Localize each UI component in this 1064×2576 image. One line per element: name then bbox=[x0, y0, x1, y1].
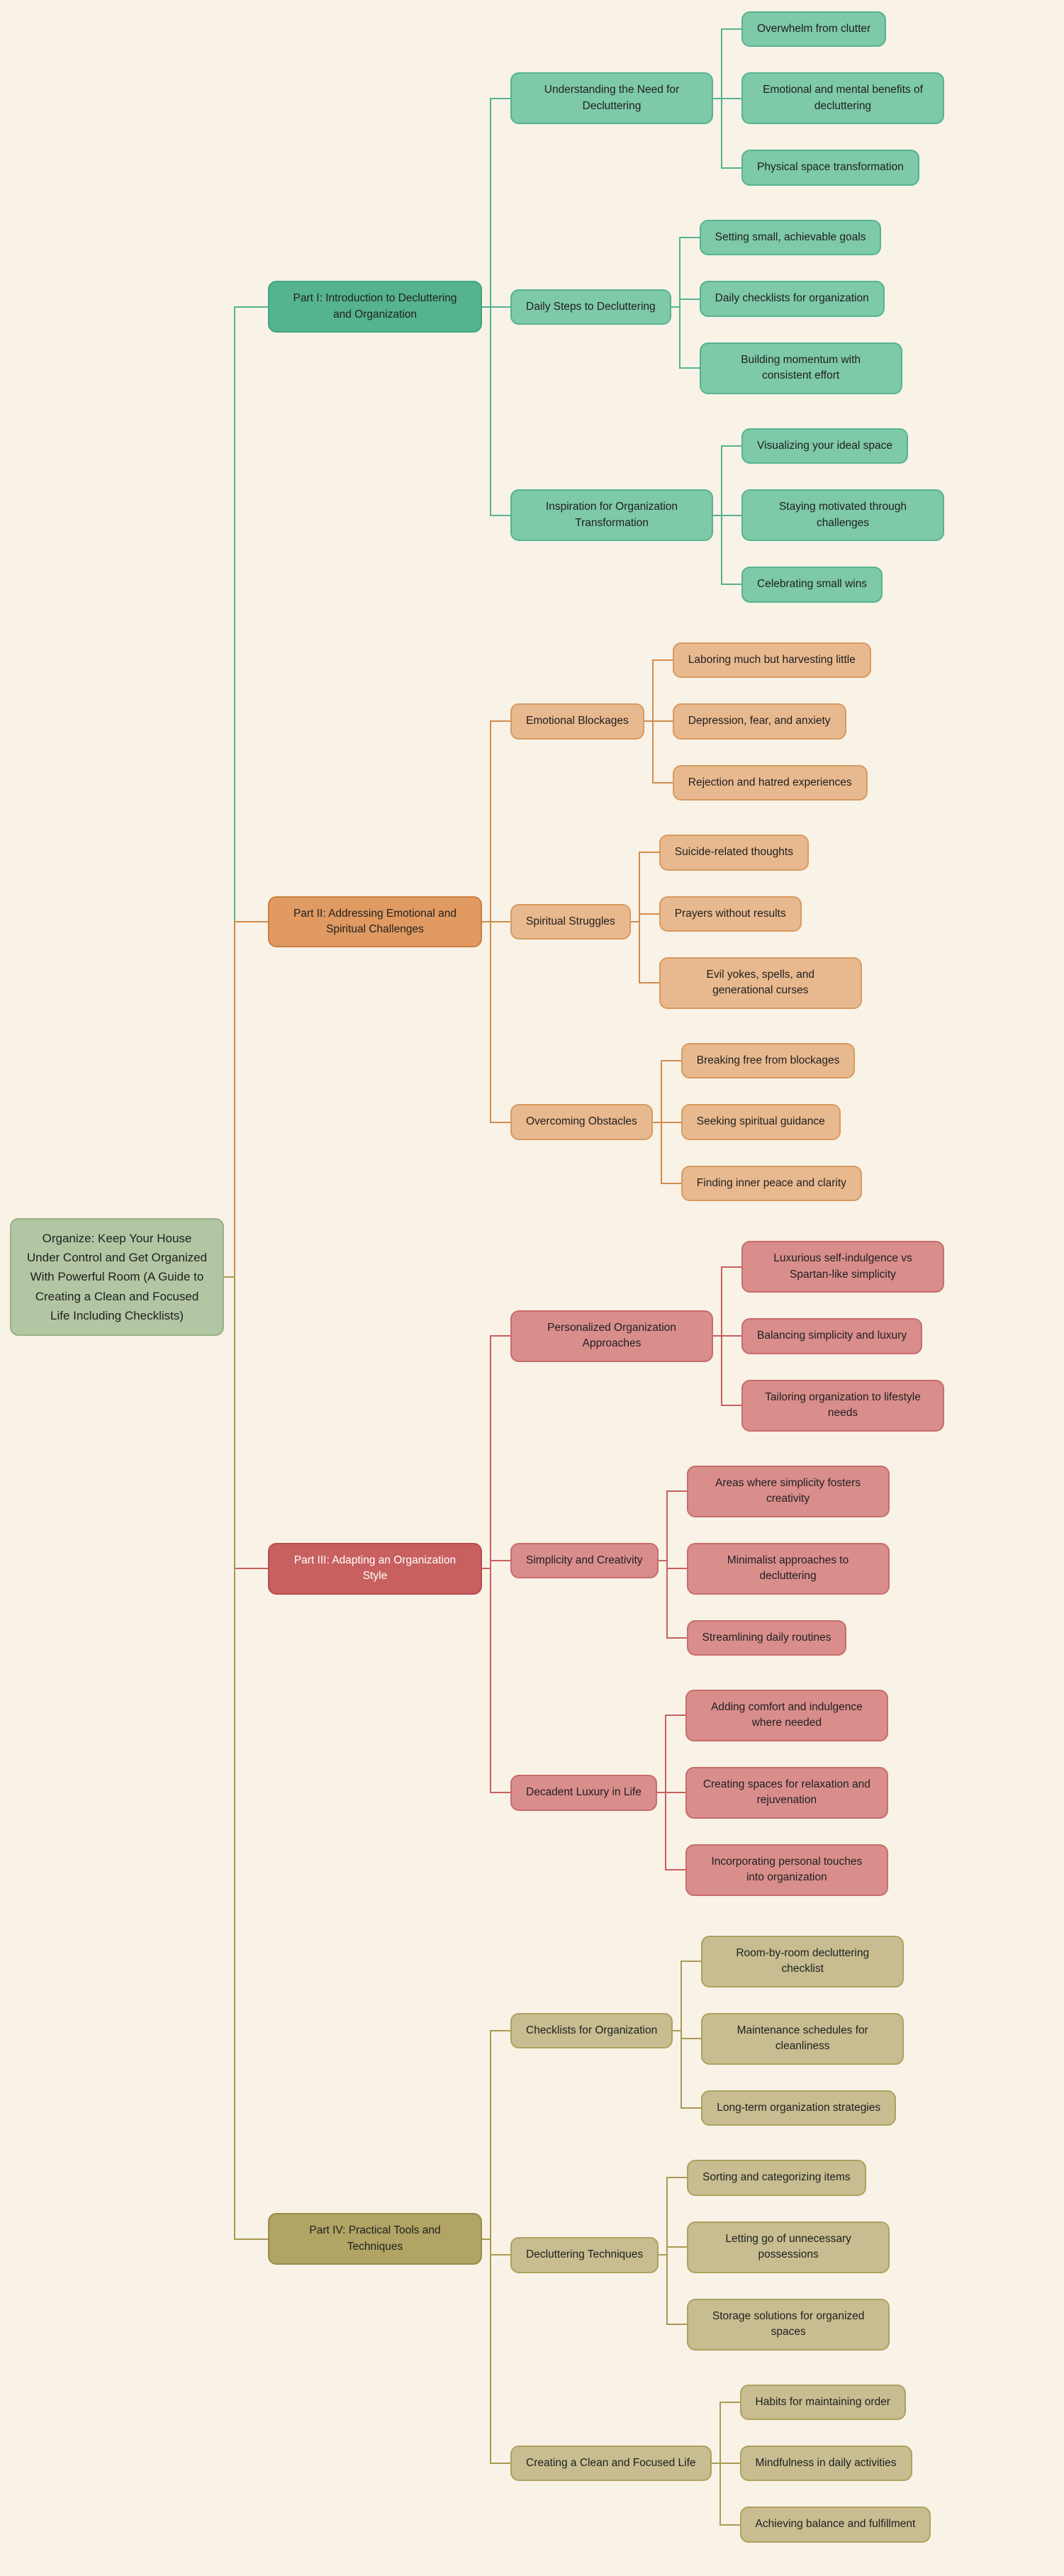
leaf-row bbox=[741, 489, 944, 541]
leaf-node-label: Letting go of unnecessary possessions bbox=[725, 2232, 851, 2261]
leaf-node[interactable] bbox=[741, 1380, 944, 1432]
root-node[interactable] bbox=[10, 1218, 224, 1336]
connector-line bbox=[657, 2254, 667, 2256]
leaf-node[interactable] bbox=[673, 642, 871, 678]
leaf-node[interactable] bbox=[740, 2507, 931, 2542]
branch-row bbox=[510, 835, 862, 1009]
leaf-row bbox=[741, 11, 886, 47]
connector-line bbox=[490, 98, 491, 308]
connector-line bbox=[721, 445, 743, 447]
connector-line bbox=[681, 2038, 702, 2039]
connector-line bbox=[666, 2177, 668, 2256]
branch-node[interactable] bbox=[510, 904, 631, 939]
leaf-row bbox=[687, 1543, 890, 1595]
connector-line bbox=[712, 98, 722, 99]
part-node[interactable] bbox=[268, 281, 482, 333]
leaf-node-label: Sorting and categorizing items bbox=[702, 2171, 851, 2184]
leaf-node[interactable] bbox=[687, 2299, 890, 2351]
part-row bbox=[268, 1936, 931, 2543]
leaves-column bbox=[741, 428, 944, 603]
branch-node-label: Simplicity and Creativity bbox=[526, 1554, 643, 1566]
branch-node[interactable] bbox=[510, 1310, 713, 1362]
connector-line bbox=[666, 1560, 668, 1639]
branch-row bbox=[510, 1466, 890, 1656]
leaf-row bbox=[741, 1318, 922, 1354]
connector-line bbox=[481, 306, 491, 308]
leaves-column bbox=[700, 220, 902, 394]
connector-line bbox=[234, 1276, 235, 2240]
leaf-node-label: Luxurious self-indulgence vs Spartan-like simplicity bbox=[773, 1252, 912, 1281]
connector-line bbox=[721, 1266, 743, 1268]
part-node[interactable] bbox=[268, 1543, 482, 1595]
leaf-row bbox=[681, 1104, 841, 1139]
part-node-label: Part IV: Practical Tools and Techniques bbox=[309, 2224, 441, 2253]
leaf-node[interactable] bbox=[741, 567, 883, 602]
connector-line bbox=[666, 1637, 688, 1639]
leaf-node[interactable] bbox=[700, 220, 882, 255]
connector-line bbox=[679, 237, 681, 308]
leaf-node-label: Emotional and mental benefits of decluttering bbox=[763, 84, 923, 112]
connector-line bbox=[481, 2238, 491, 2240]
connector-line bbox=[481, 921, 491, 922]
leaf-row bbox=[685, 1690, 888, 1741]
leaf-node[interactable] bbox=[701, 1936, 904, 1987]
connector-line bbox=[490, 1122, 512, 1123]
connector-line bbox=[490, 921, 512, 922]
connector-line bbox=[652, 659, 654, 722]
connector-line bbox=[665, 1714, 666, 1793]
leaf-node[interactable] bbox=[701, 2090, 896, 2126]
connector-line bbox=[681, 2030, 682, 2109]
leaf-node[interactable] bbox=[687, 2221, 890, 2273]
leaf-row bbox=[659, 957, 862, 1009]
leaf-node-label: Laboring much but harvesting little bbox=[688, 653, 856, 666]
leaf-node-label: Mindfulness in daily activities bbox=[755, 2456, 897, 2469]
leaf-node[interactable] bbox=[685, 1767, 888, 1819]
leaf-node[interactable] bbox=[685, 1844, 888, 1896]
leaf-row bbox=[740, 2507, 931, 2542]
leaf-row bbox=[681, 1043, 856, 1078]
leaf-row bbox=[687, 2299, 890, 2351]
connector-line bbox=[681, 1961, 702, 1962]
branch-node-label: Personalized Organization Approaches bbox=[547, 1322, 676, 1350]
leaf-node[interactable] bbox=[740, 2446, 912, 2481]
part-node-label: Part II: Addressing Emotional and Spiritual Challenges bbox=[293, 907, 457, 935]
connector-line bbox=[666, 2246, 688, 2248]
connector-line bbox=[629, 921, 639, 922]
connector-line bbox=[671, 2030, 681, 2031]
leaf-node-label: Staying motivated through challenges bbox=[778, 501, 907, 529]
connector-line bbox=[679, 299, 701, 300]
connector-line bbox=[490, 1568, 491, 1793]
connector-line bbox=[719, 2524, 741, 2526]
leaf-node[interactable] bbox=[659, 957, 862, 1009]
connector-line bbox=[639, 852, 640, 922]
leaf-row bbox=[741, 72, 944, 124]
connector-line bbox=[651, 1122, 661, 1123]
part-node[interactable] bbox=[268, 2213, 482, 2265]
connector-line bbox=[234, 306, 269, 308]
connector-line bbox=[721, 98, 743, 99]
leaves-column bbox=[740, 2385, 931, 2543]
leaf-node-label: Evil yokes, spells, and generational curses bbox=[706, 968, 815, 997]
leaf-node-label: Depression, fear, and anxiety bbox=[688, 715, 831, 727]
connector-line bbox=[721, 28, 722, 99]
connector-line bbox=[661, 1122, 662, 1184]
connector-line bbox=[710, 2463, 720, 2464]
connector-line bbox=[681, 2107, 702, 2109]
leaf-node[interactable] bbox=[687, 2160, 866, 2195]
leaf-node-label: Areas where simplicity fosters creativity bbox=[715, 1476, 861, 1505]
connector-line bbox=[490, 98, 512, 99]
branch-node[interactable] bbox=[510, 2237, 659, 2273]
connector-line bbox=[234, 921, 269, 922]
connector-line bbox=[234, 1568, 269, 1569]
branch-node[interactable] bbox=[510, 1104, 653, 1139]
leaf-row bbox=[740, 2446, 912, 2481]
branch-node-label: Inspiration for Organization Transformation bbox=[545, 501, 678, 529]
branch-row bbox=[510, 642, 871, 801]
leaf-node-label: Breaking free from blockages bbox=[696, 1054, 840, 1066]
leaf-node-label: Suicide-related thoughts bbox=[674, 846, 793, 859]
connector-line bbox=[661, 1060, 683, 1061]
connector-line bbox=[490, 515, 512, 516]
connector-line bbox=[490, 1792, 512, 1793]
leaf-row bbox=[673, 765, 868, 801]
leaf-node-label: Incorporating personal touches into organization bbox=[711, 1855, 863, 1884]
part-node-label: Part I: Introduction to Decluttering and Organization bbox=[293, 292, 457, 320]
connector-line bbox=[721, 1335, 722, 1406]
connector-line bbox=[719, 2463, 721, 2525]
branch-row bbox=[510, 220, 902, 394]
connector-line bbox=[643, 720, 653, 722]
branch-node[interactable] bbox=[510, 289, 671, 325]
leaves-column bbox=[673, 642, 871, 801]
connector-line bbox=[652, 659, 674, 661]
branches-column bbox=[510, 642, 871, 1202]
part-row bbox=[268, 11, 944, 603]
leaf-row bbox=[687, 1466, 890, 1517]
leaf-node[interactable] bbox=[741, 489, 944, 541]
leaf-node-label: Daily checklists for organization bbox=[715, 292, 869, 305]
connector-line bbox=[666, 1568, 688, 1569]
leaf-node[interactable] bbox=[659, 835, 809, 870]
branch-node[interactable] bbox=[510, 703, 644, 739]
branch-row bbox=[510, 1690, 888, 1896]
leaf-node-label: Maintenance schedules for cleanliness bbox=[737, 2024, 868, 2053]
connector-line bbox=[481, 1568, 491, 1569]
leaf-row bbox=[700, 220, 882, 255]
leaf-node-label: Storage solutions for organized spaces bbox=[712, 2309, 865, 2338]
leaf-node-label: Creating spaces for relaxation and rejuvenation bbox=[702, 1778, 870, 1807]
connector-line bbox=[490, 720, 512, 722]
connector-line bbox=[665, 1792, 687, 1793]
connector-line bbox=[639, 982, 661, 983]
leaf-node-label: Rejection and hatred experiences bbox=[688, 776, 852, 788]
leaves-column bbox=[687, 2160, 890, 2350]
leaf-row bbox=[659, 896, 802, 932]
leaf-row bbox=[687, 2221, 890, 2273]
connector-line bbox=[721, 515, 743, 516]
connector-line bbox=[661, 1183, 683, 1184]
leaf-node[interactable] bbox=[741, 150, 919, 185]
leaf-node[interactable] bbox=[681, 1043, 856, 1078]
branch-node-label: Emotional Blockages bbox=[526, 715, 629, 727]
connector-line bbox=[234, 921, 235, 1278]
leaf-node-label: Adding comfort and indulgence where needed bbox=[711, 1701, 863, 1729]
leaf-row bbox=[740, 2385, 906, 2420]
branch-node[interactable] bbox=[510, 489, 713, 541]
leaf-row bbox=[685, 1767, 888, 1819]
leaf-row bbox=[701, 2090, 896, 2126]
connector-line bbox=[490, 2030, 512, 2031]
leaf-row bbox=[687, 2160, 866, 2195]
leaf-node-label: Room-by-room decluttering checklist bbox=[736, 1946, 870, 1975]
leaf-node-label: Overwhelm from clutter bbox=[757, 23, 871, 35]
connector-line bbox=[490, 921, 491, 1123]
leaf-row bbox=[687, 1620, 847, 1656]
leaf-row bbox=[701, 2013, 904, 2065]
leaf-node-label: Celebrating small wins bbox=[757, 578, 868, 591]
leaf-node-label: Long-term organization strategies bbox=[717, 2101, 881, 2114]
leaf-node[interactable] bbox=[741, 1318, 922, 1354]
leaf-node-label: Prayers without results bbox=[674, 907, 786, 920]
leaf-node-label: Physical space transformation bbox=[757, 161, 904, 174]
leaf-node[interactable] bbox=[700, 281, 885, 316]
connector-line bbox=[666, 2254, 668, 2325]
leaf-node[interactable] bbox=[701, 2013, 904, 2065]
connector-line bbox=[666, 1490, 668, 1561]
connector-line bbox=[721, 445, 722, 516]
connector-line bbox=[719, 2402, 741, 2403]
connector-line bbox=[490, 2030, 491, 2240]
root-node-label: Organize: Keep Your House Under Control and Get Organized With Powerful Room (A Guide to Creating a Clean and Focused Life Including Checklists) bbox=[26, 1231, 208, 1322]
connector-line bbox=[679, 306, 681, 369]
leaf-node[interactable] bbox=[673, 765, 868, 801]
leaf-row bbox=[741, 567, 883, 602]
branch-node-label: Daily Steps to Decluttering bbox=[526, 300, 656, 313]
branch-node-label: Understanding the Need for Decluttering bbox=[544, 84, 680, 112]
connector-line bbox=[656, 1792, 666, 1793]
part-node-label: Part III: Adapting an Organization Style bbox=[293, 1554, 457, 1583]
connector-line bbox=[721, 1266, 722, 1337]
leaf-row bbox=[681, 1166, 862, 1201]
branches-column bbox=[510, 1936, 931, 2543]
branches-column bbox=[510, 11, 944, 603]
leaf-node[interactable] bbox=[740, 2385, 906, 2420]
connector-line bbox=[666, 2324, 688, 2325]
connector-line bbox=[234, 2238, 269, 2240]
connector-line bbox=[490, 2254, 512, 2256]
leaf-row bbox=[685, 1844, 888, 1896]
leaves-column bbox=[741, 1241, 944, 1431]
connector-line bbox=[490, 1335, 512, 1337]
branch-node[interactable] bbox=[510, 72, 713, 124]
branch-node-label: Spiritual Struggles bbox=[526, 915, 615, 927]
branch-row bbox=[510, 2160, 890, 2350]
connector-line bbox=[652, 720, 674, 722]
connector-line bbox=[490, 1560, 512, 1561]
connector-line bbox=[666, 1490, 688, 1492]
branch-node[interactable] bbox=[510, 1543, 659, 1578]
connector-line bbox=[665, 1869, 687, 1870]
leaf-node-label: Building momentum with consistent effort bbox=[741, 353, 861, 382]
connector-line bbox=[721, 515, 722, 586]
leaf-node[interactable] bbox=[700, 342, 902, 394]
leaf-node[interactable] bbox=[687, 1466, 890, 1517]
leaf-node-label: Balancing simplicity and luxury bbox=[757, 1329, 907, 1342]
connector-line bbox=[721, 584, 743, 585]
leaf-node-label: Habits for maintaining order bbox=[755, 2395, 890, 2408]
branch-node[interactable] bbox=[510, 2013, 673, 2048]
branch-node-label: Overcoming Obstacles bbox=[526, 1115, 637, 1128]
leaf-row bbox=[673, 703, 846, 739]
connector-line bbox=[721, 1335, 743, 1337]
connector-line bbox=[721, 28, 743, 30]
connector-line bbox=[490, 306, 512, 308]
leaves-column bbox=[659, 835, 862, 1009]
connector-line bbox=[679, 237, 701, 238]
leaf-node[interactable] bbox=[741, 428, 908, 464]
connector-line bbox=[666, 2177, 688, 2178]
leaf-node-label: Streamlining daily routines bbox=[702, 1631, 831, 1644]
part-node[interactable] bbox=[268, 896, 482, 948]
leaf-node-label: Achieving balance and fulfillment bbox=[755, 2518, 916, 2531]
leaf-node[interactable] bbox=[687, 1543, 890, 1595]
leaf-row bbox=[741, 1380, 944, 1432]
leaf-node-label: Finding inner peace and clarity bbox=[696, 1176, 846, 1189]
branch-row bbox=[510, 1936, 904, 2126]
leaf-row bbox=[741, 150, 919, 185]
connector-line bbox=[661, 1122, 683, 1123]
connector-line bbox=[652, 720, 654, 783]
connector-line bbox=[712, 1335, 722, 1337]
branch-row bbox=[510, 1043, 862, 1201]
leaf-node[interactable] bbox=[741, 1241, 944, 1293]
connector-line bbox=[721, 98, 722, 169]
leaf-node-label: Minimalist approaches to decluttering bbox=[727, 1554, 849, 1583]
parts-column bbox=[268, 11, 944, 2543]
connector-line bbox=[490, 1335, 491, 1569]
leaf-row bbox=[700, 342, 902, 394]
leaf-node[interactable] bbox=[685, 1690, 888, 1741]
leaf-node[interactable] bbox=[681, 1104, 841, 1139]
connector-line bbox=[719, 2402, 721, 2464]
part-row bbox=[268, 1241, 944, 1896]
branch-node-label: Checklists for Organization bbox=[526, 2024, 658, 2036]
connector-line bbox=[490, 2463, 512, 2464]
connector-line bbox=[657, 1560, 667, 1561]
connector-line bbox=[661, 1060, 662, 1122]
connector-line bbox=[223, 1276, 235, 1278]
leaf-node[interactable] bbox=[681, 1166, 862, 1201]
connector-line bbox=[490, 2238, 491, 2464]
leaf-row bbox=[701, 1936, 904, 1987]
leaf-row bbox=[673, 642, 871, 678]
branch-node-label: Creating a Clean and Focused Life bbox=[526, 2456, 696, 2469]
leaf-node-label: Seeking spiritual guidance bbox=[696, 1115, 825, 1128]
leaves-column bbox=[687, 1466, 890, 1656]
connector-line bbox=[490, 306, 491, 516]
connector-line bbox=[639, 913, 661, 915]
leaf-row bbox=[741, 1241, 944, 1293]
leaf-node-label: Tailoring organization to lifestyle needs bbox=[765, 1390, 921, 1420]
leaf-row bbox=[659, 835, 809, 870]
connector-line bbox=[665, 1792, 666, 1870]
part-row bbox=[268, 642, 871, 1202]
leaves-column bbox=[741, 11, 944, 186]
connector-line bbox=[681, 1961, 682, 2031]
leaves-column bbox=[681, 1043, 862, 1201]
connector-line bbox=[670, 306, 680, 308]
branch-node[interactable] bbox=[510, 2446, 712, 2481]
leaves-column bbox=[701, 1936, 904, 2126]
leaf-row bbox=[700, 281, 885, 316]
branches-column bbox=[510, 1241, 944, 1896]
connector-line bbox=[639, 852, 661, 853]
branch-node-label: Decadent Luxury in Life bbox=[526, 1786, 642, 1799]
connector-line bbox=[721, 167, 743, 169]
leaf-row bbox=[741, 428, 908, 464]
leaf-node-label: Visualizing your ideal space bbox=[757, 439, 892, 452]
connector-line bbox=[719, 2463, 741, 2464]
leaf-node[interactable] bbox=[741, 72, 944, 124]
connector-line bbox=[712, 515, 722, 516]
connector-line bbox=[652, 782, 674, 784]
branch-node[interactable] bbox=[510, 1775, 657, 1810]
leaf-node[interactable] bbox=[741, 11, 886, 47]
leaves-column bbox=[685, 1690, 888, 1896]
leaf-node[interactable] bbox=[673, 703, 846, 739]
connector-line bbox=[665, 1714, 687, 1716]
leaf-node[interactable] bbox=[659, 896, 802, 932]
connector-line bbox=[721, 1405, 743, 1406]
connector-line bbox=[679, 367, 701, 369]
branch-node-label: Decluttering Techniques bbox=[526, 2248, 644, 2261]
connector-line bbox=[639, 921, 640, 983]
leaf-node[interactable] bbox=[687, 1620, 847, 1656]
connector-line bbox=[490, 720, 491, 922]
leaf-node-label: Setting small, achievable goals bbox=[715, 230, 866, 243]
